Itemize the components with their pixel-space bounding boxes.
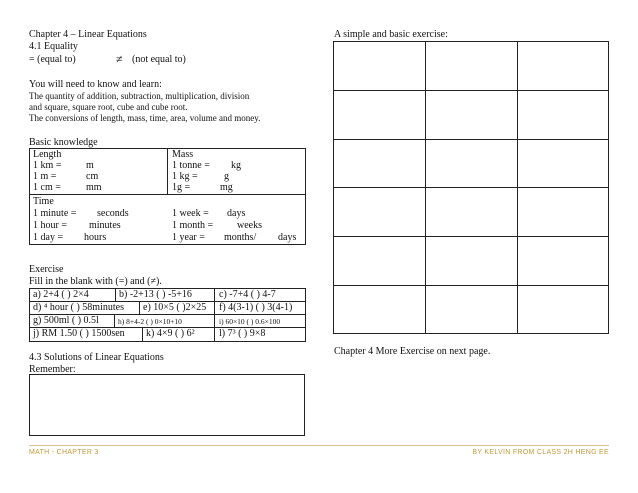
length-row-lhs: 1 cm = [33,182,61,193]
footer-line [29,445,609,446]
remember-box [29,374,305,436]
exercise-col-divider [214,327,215,342]
exercise-item-i: i) 60×10 ( ) 0.6×100 [219,317,281,326]
grid-row-divider [333,187,609,188]
time-row-unit: hours [84,232,107,243]
time-row-lhs: 1 week = [172,208,209,219]
length-row-unit: cm [86,171,99,182]
exercise-col-divider [114,314,115,327]
basic-knowledge-heading: Basic knowledge [29,137,98,148]
exercise-col-divider [142,327,143,342]
exercise-item-j: j) RM 1.50 ( ) 1500sen [33,328,125,339]
time-row-unit: weeks [237,220,262,231]
time-row-lhs: 1 month = [172,220,214,231]
exercise-col-divider [214,301,215,314]
section-solutions-title: 4.3 Solutions of Linear Equations [29,352,164,363]
remember-label: Remember: [29,364,76,375]
exercise-col-divider [115,288,116,301]
exercise-item-l: l) 7³ ( ) 9×8 [219,328,266,339]
time-row-unit: days [227,208,246,219]
table-divider [167,148,168,195]
exercise-item-g: g) 500ml ( ) 0.5l [33,315,99,326]
exercise-col-divider [214,288,215,301]
length-row-lhs: 1 m = [33,171,57,182]
time-row-unit: seconds [97,208,129,219]
not-equal-symbol: ≠ [116,52,123,66]
equal-to-text: = (equal to) [29,54,76,65]
exercise-col-divider [214,314,215,327]
exercise-item-b: b) -2+13 ( ) -5+16 [119,289,192,300]
exercise-item-e: e) 10×5 ( )2×25 [143,302,207,313]
need-to-know-text: You will need to know and learn: [29,79,162,90]
exercise-col-divider [139,301,140,314]
exercise-item-f: f) 4(3-1) ( ) 3(4-1) [219,302,293,313]
learn-line-3: The conversions of length, mass, time, area, volume and money. [29,113,261,123]
length-row-unit: mm [86,182,102,193]
exercise-item-k: k) 4×9 ( ) 6² [146,328,195,339]
exercise-instruction: Fill in the blank with (=) and (≠). [29,276,162,287]
footer-left-text: MATH - CHAPTER 3 [29,449,99,456]
exercise-heading: Exercise [29,264,64,275]
exercise-item-a: a) 2+4 ( ) 2×4 [33,289,89,300]
mass-row-lhs: 1 kg = [172,171,198,182]
learn-line-1: The quantity of addition, subtraction, multiplication, division [29,91,250,101]
exercise-item-d: d) ⁴ hour ( ) 58minutes [33,302,124,313]
time-row-lhs: 1 hour = [33,220,67,231]
table-divider [29,194,306,195]
simple-exercise-heading: A simple and basic exercise: [334,29,448,40]
time-row-lhs: 1 minute = [33,208,77,219]
time-row-lhs: 1 day = [33,232,64,243]
mass-row-lhs: 1 tonne = [172,160,210,171]
mass-row-lhs: 1g = [172,182,191,193]
mass-row-unit: kg [231,160,241,171]
time-row-extra: days [278,232,297,243]
time-row-unit: minutes [89,220,121,231]
footer-right-text: BY KELVIN FROM CLASS 2H HENG EE [472,449,609,456]
length-row-lhs: 1 km = [33,160,62,171]
exercise-item-c: c) -7+4 ( ) 4-7 [219,289,276,300]
more-exercise-note: Chapter 4 More Exercise on next page. [334,346,491,357]
grid-row-divider [333,236,609,237]
grid-row-divider [333,139,609,140]
grid-row-divider [333,285,609,286]
exercise-item-h: h) 8+4-2 ( ) 0×10+10 [118,317,182,326]
not-equal-text: (not equal to) [132,54,186,65]
mass-row-unit: mg [220,182,233,193]
learn-line-2: and square, square root, cube and cube root. [29,102,188,112]
time-row-lhs: 1 year = [172,232,205,243]
time-row-unit: months/ [224,232,257,243]
mass-row-unit: g [224,171,229,182]
mass-header: Mass [172,149,194,160]
chapter-title: Chapter 4 – Linear Equations [29,29,147,40]
length-header: Length [33,149,62,160]
section-equality-title: 4.1 Equality [29,41,78,52]
time-header: Time [33,196,54,207]
length-row-unit: m [86,160,94,171]
grid-row-divider [333,90,609,91]
